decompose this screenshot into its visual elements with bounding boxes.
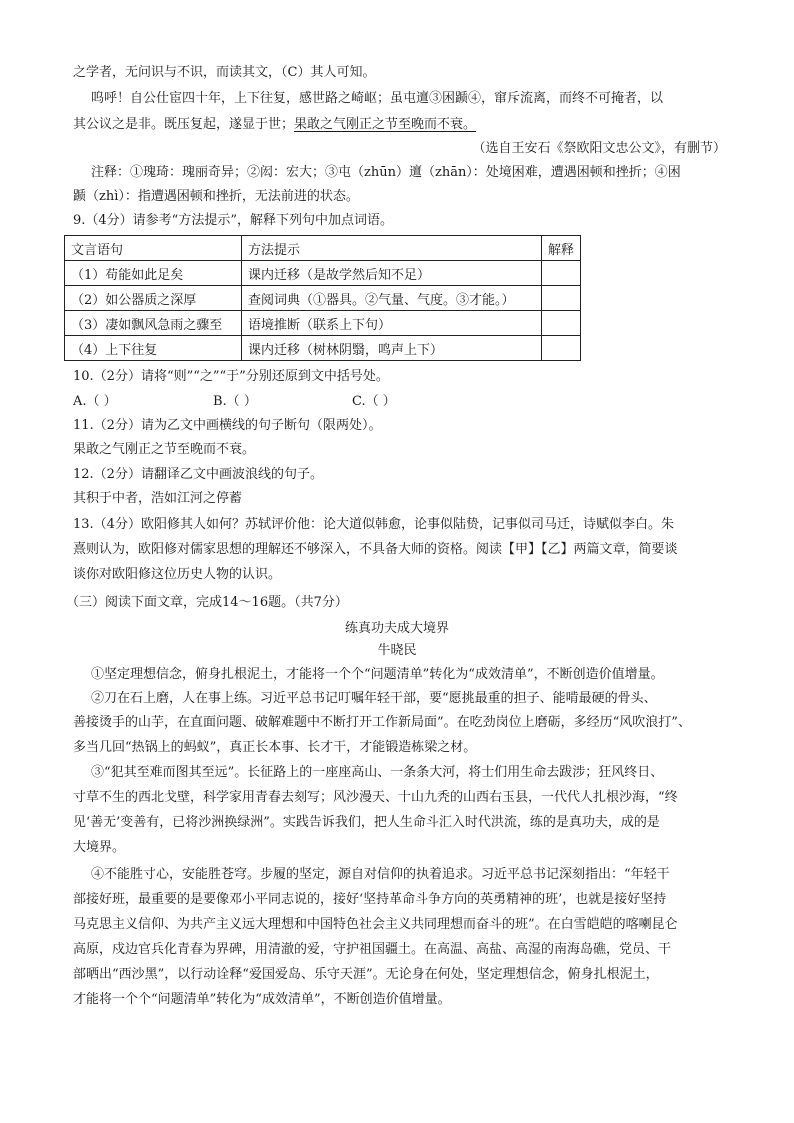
article-paragraph-1: ①坚定理想信念，俯身扎根泥土，才能将一个个“问题清单”转化为“成效清单”，不断创造价值增量。 xyxy=(91,667,664,682)
question-10-prompt: 10.（2分）请将“则”“之”“于”分别还原到文中括号处。 xyxy=(73,369,389,384)
sentence-cell: （1）苟能如此足矣 xyxy=(65,261,242,286)
question-9-prompt: 9.（4分）请参考“方法提示”，解释下列句中加点词语。 xyxy=(73,213,393,228)
answer-cell[interactable] xyxy=(542,336,581,361)
sentence-cell: （3）凄如飘风急雨之骤至 xyxy=(65,311,242,336)
table-row xyxy=(65,261,581,286)
underlined-sentence: 果敢之气刚正之节至晚而不衰。 xyxy=(294,117,477,132)
option-c[interactable]: C.（ ） xyxy=(352,394,396,409)
article-paragraph-4: 马克思主义信仰、为共产主义远大理想和中国特色社会主义共同理想而奋斗的班”。在白雪皑皑的喀喇昆仑 xyxy=(73,917,678,932)
method-cell: 查阅词典（①器具。②气量、气度。③才能。） xyxy=(242,286,542,311)
question-13-line: 13.（4分）欧阳修其人如何？苏轼评价他：论大道似韩愈，论事似陆贽，记事似司马迁，诗赋似李白。朱 xyxy=(73,517,674,532)
article-author: 牛晓民 xyxy=(377,643,417,658)
article-paragraph-2: ②刀在石上磨，人在事上练。习近平总书记叮嘱年轻干部，要“愿挑最重的担子、能啃最硬的骨头、 xyxy=(91,691,657,706)
question-11-prompt: 11.（2分）请为乙文中画横线的句子断句（限两处）。 xyxy=(73,418,382,433)
article-paragraph-3: ③“犯其至难而图其至远”。长征路上的一座座高山、一条条大河，将士们用生命去跋涉；狂风终日、 xyxy=(91,765,664,780)
annotation-line: 注释：①瑰琦：瑰丽奇异；②闳：宏大；③屯（zhūn）邅（zhān）：处境困难，遭遇困顿和挫折；④困 xyxy=(91,165,681,180)
article-paragraph-4: ④不能胜寸心，安能胜苍穹。步履的坚定，源自对信仰的执着追求。习近平总书记深刻指出：“年轻干 xyxy=(91,867,670,882)
article-paragraph-3: 大境界。 xyxy=(73,840,126,855)
sentence-cell: （4）上下往复 xyxy=(65,336,242,361)
method-cell: 课内迁移（树林阴翳，鸣声上下） xyxy=(242,336,542,361)
passage-source: （选自王安石《祭欧阳文忠公文》，有删节） xyxy=(472,141,726,156)
option-b[interactable]: B.（ ） xyxy=(213,394,257,409)
method-cell: 课内迁移（是故学然后知不足） xyxy=(242,261,542,286)
table-header-row xyxy=(65,236,581,261)
option-a[interactable]: A.（ ） xyxy=(73,394,117,409)
passage-line xyxy=(73,115,476,135)
method-cell: 语境推断（联系上下句） xyxy=(242,311,542,336)
answer-cell[interactable] xyxy=(542,311,581,336)
article-paragraph-4: 才能将一个个“问题清单”转化为“成效清单”，不断创造价值增量。 xyxy=(73,992,451,1007)
section-3-heading: （三）阅读下面文章，完成14～16题。（共7分） xyxy=(66,595,348,610)
article-paragraph-2: 多当几回“热锅上的蚂蚁”，真正长本事、长才干，才能锻造栋梁之材。 xyxy=(73,740,477,755)
article-paragraph-4: 部晒出“西沙黑”，以行动诠释“爱国爱岛、乐守天涯”。无论身在何处，坚定理想信念，俯身扎根泥土， xyxy=(73,967,659,982)
passage-text: 其公议之是非。既压复起，遂显于世； xyxy=(73,117,295,132)
passage-line: 呜呼！自公仕宦四十年，上下往复，感世路之崎岖；虽屯邅③困踬④，窜斥流离，而终不可掩者，以 xyxy=(91,91,664,106)
question-11-sentence: 果敢之气刚正之节至晚而不衰。 xyxy=(73,442,256,457)
table-header: 文言语句 xyxy=(65,236,242,261)
article-paragraph-4: 部接好班，最重要的是要像邓小平同志说的，接好‘坚持革命斗争方向的英勇精神的班’，也就是接好坚持 xyxy=(73,892,667,907)
article-paragraph-3: 寸草不生的西北戈壁，科学家用青春去刻写；风沙漫天、十山九秃的山西右玉县，一代代人扎根沙海，“终 xyxy=(73,790,678,805)
table-row xyxy=(65,311,581,336)
table-row xyxy=(65,336,581,361)
article-paragraph-2: 善接烫手的山芋，在直面问题、破解难题中不断打开工作新局面”。在吃劲岗位上磨砺，多经历“风吹浪打”、 xyxy=(73,715,691,730)
annotation-line: 踬（zhì）：指遭遇困顿和挫折，无法前进的状态。 xyxy=(73,189,359,204)
article-paragraph-3: 见‘善无’变善有，已将沙洲换绿洲”。实践告诉我们，把人生命斗汇入时代洪流，练的是真功夫，成的是 xyxy=(73,815,660,830)
question-12-sentence: 其积于中者，浩如江河之停蓄 xyxy=(73,491,243,506)
table-row xyxy=(65,286,581,311)
table-header: 方法提示 xyxy=(242,236,542,261)
sentence-cell: （2）如公器质之深厚 xyxy=(65,286,242,311)
article-paragraph-4: 高原，戍边官兵化青春为界碑，用清澈的爱，守护祖国疆土。在高温、高盐、高湿的南海岛礁，党员、干 xyxy=(73,942,672,957)
question-12-prompt: 12.（2分）请翻译乙文中画波浪线的句子。 xyxy=(73,467,323,482)
table-header: 解释 xyxy=(542,236,581,261)
question-9-table xyxy=(64,235,581,361)
answer-cell[interactable] xyxy=(542,261,581,286)
passage-line: 之学者，无问识与不识，而读其文，（C）其人可知。 xyxy=(73,65,376,80)
question-13-line: 熹则认为，欧阳修对儒家思想的理解还不够深入，不具备大师的资格。阅读【甲】【乙】两篇文章，简要谈 xyxy=(73,542,678,557)
answer-cell[interactable] xyxy=(542,286,581,311)
question-13-line: 谈你对欧阳修这位历史人物的认识。 xyxy=(73,567,282,582)
article-title: 练真功夫成大境界 xyxy=(344,621,449,636)
